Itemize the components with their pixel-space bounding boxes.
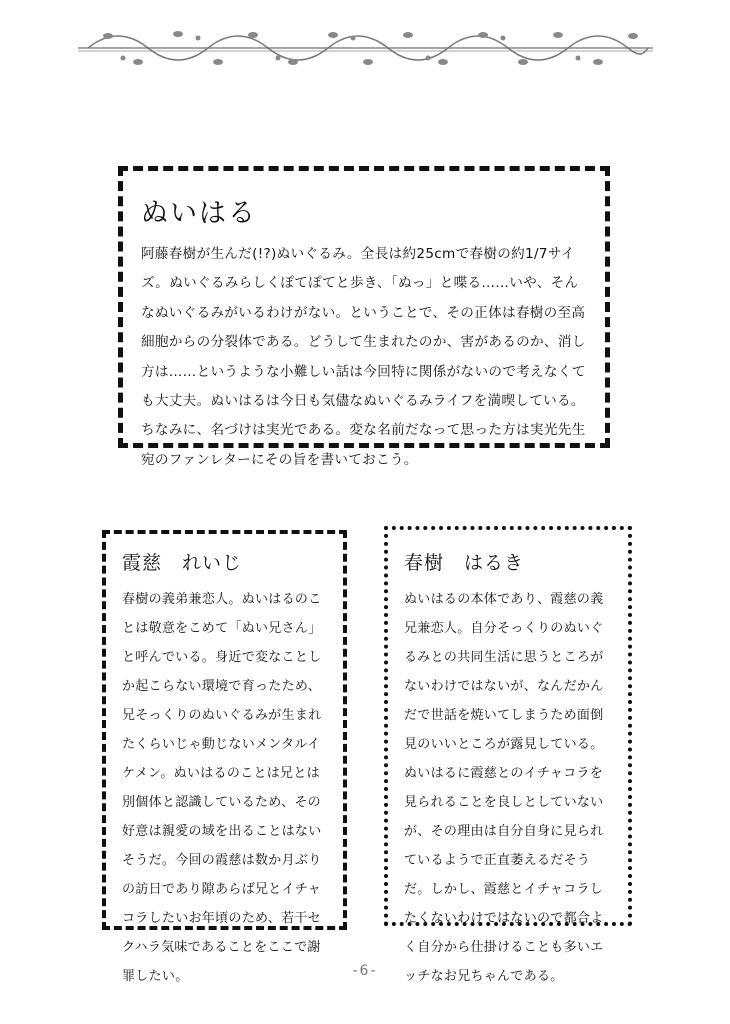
reiji-title: 霞慈 れいじ — [122, 552, 243, 574]
nuiharu-description: 阿藤春樹が生んだ(!?)ぬいぐるみ。全長は約25cmで春樹の約1/7サイズ。ぬいぐるみらしくぽてぽてと歩き、「ぬっ」と喋る……いや、そんなぬいぐるみがいるわけがない。ということで、その正体は春樹の至高細胞からの分裂体である。どうして生まれたのか、害があるのか、消し方は……というような小難しい話は今回特に関係がないので考えなくても大丈夫。ぬいはるは今日も気儘なぬいぐるみライフを満喫している。ちなみに、名づけは実光である。変な名前だなって思った方は実光先生宛のファンレターにその旨を書いておこう。 — [141, 246, 586, 468]
nuiharu-profile-box — [118, 166, 610, 468]
page-number: -6- — [352, 963, 378, 979]
vine-ornament-divider — [78, 24, 653, 72]
haruki-description: ぬいはるの本体であり、霞慈の義兄兼恋人。自分そっくりのぬいぐるみとの共同生活に思うところがないわけではないが、なんだかんだで世話を焼いてしまうため面倒見のいいところが露見している。ぬいはるに霞慈とのイチャコラを見られることを良しとしていないが、その理由は自分自身に見られているようで正直萎えるだそうだ。しかし、霞慈とイチャコラしたくないわけではないので都合よく自分から仕掛けることも多いエッチなお兄ちゃんである。 — [404, 592, 604, 984]
reiji-profile-box — [102, 530, 347, 984]
nuiharu-title: ぬいはる — [141, 198, 257, 229]
haruki-profile-box — [384, 526, 632, 984]
reiji-description: 春樹の義弟兼恋人。ぬいはるのことは敬意をこめて「ぬい兄さん」と呼んでいる。身近で変なことしか起こらない環境で育ったため、兄そっくりのぬいぐるみが生まれたくらいじゃ動じないメンタルイケメン。ぬいはるのことは兄とは別個体と認識しているため、その好意は親愛の域を出ることはないそうだ。今回の霞慈は数か月ぶりの訪日であり隙あらば兄とイチャコラしたいお年頃のため、若干セクハラ気味であることをここで謝罪したい。 — [122, 592, 322, 984]
haruki-title: 春樹 はるき — [404, 552, 525, 574]
